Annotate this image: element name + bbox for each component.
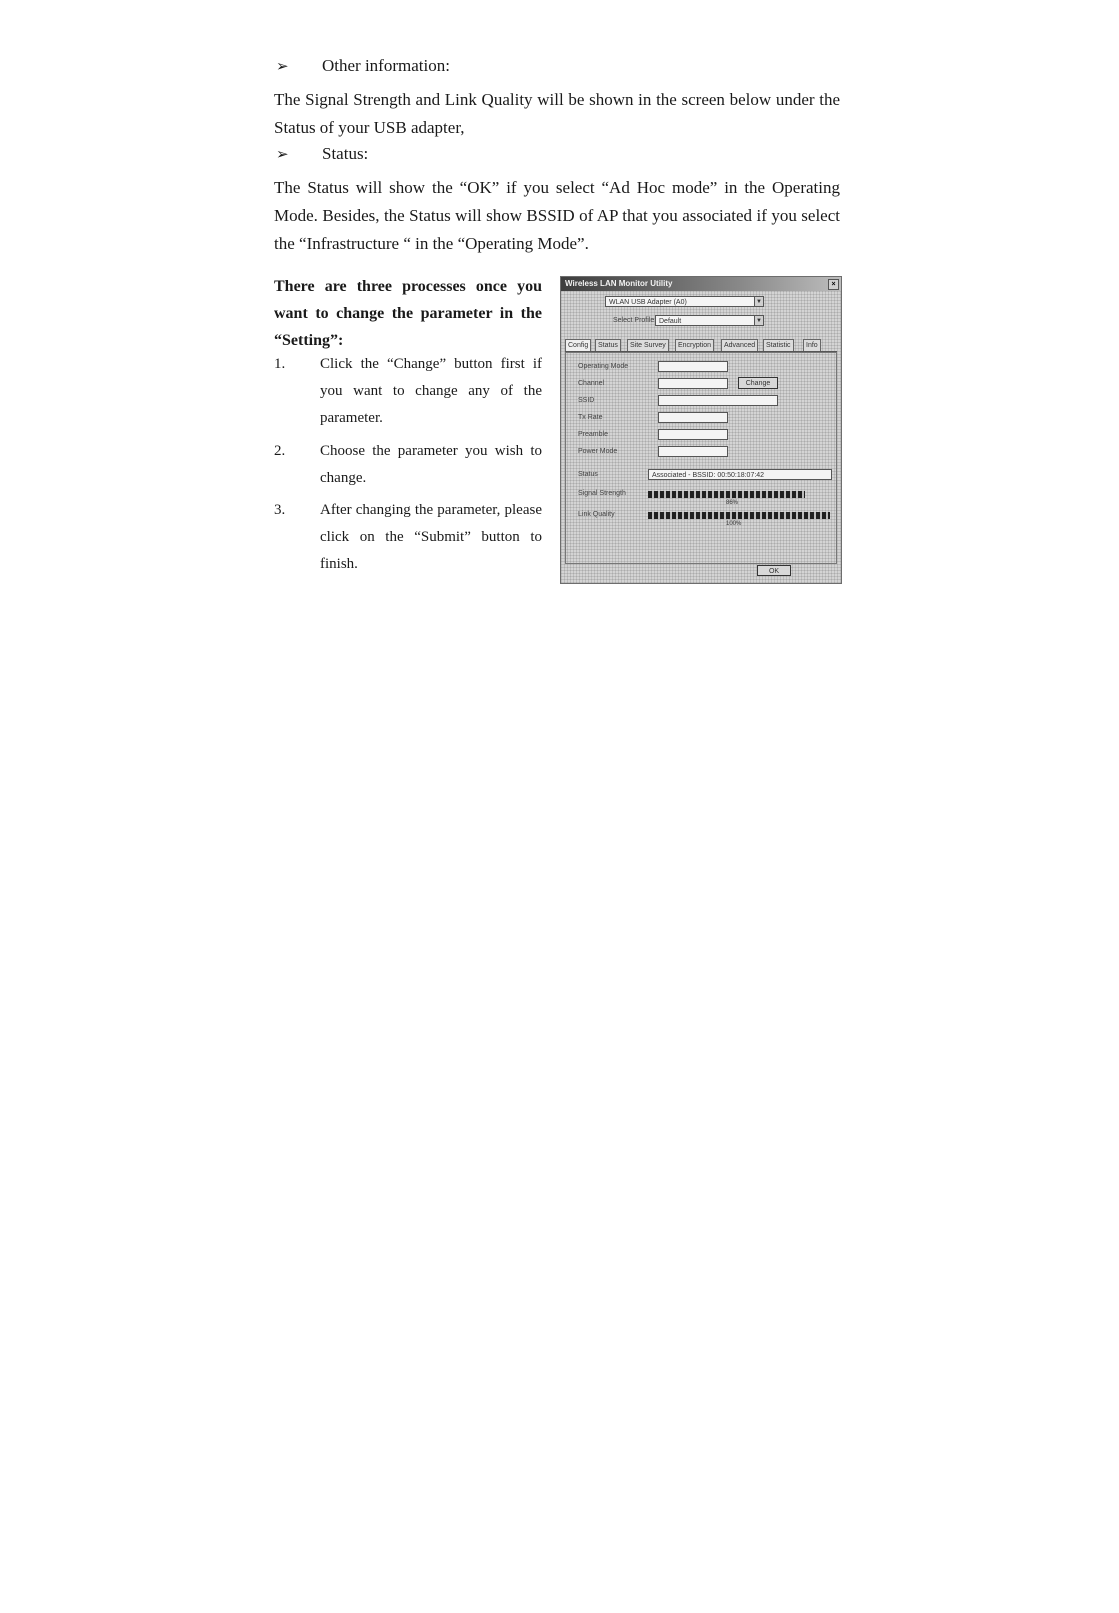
step-text: Choose the parameter you wish to change.: [320, 443, 542, 486]
monitor-utility-screenshot: [560, 276, 842, 584]
tab-status: Status: [595, 339, 621, 351]
tab-bar: [565, 339, 837, 352]
profile-select: Default: [655, 315, 755, 326]
other-info-heading-row: [276, 56, 450, 76]
power-mode-field: [658, 446, 728, 457]
tx-rate-field: [658, 412, 728, 423]
step-text: Click the “Change” button first if you want to change any of the parameter.: [320, 356, 542, 426]
close-icon: ×: [828, 279, 839, 290]
tab-site-survey: Site Survey: [627, 339, 669, 351]
signal-strength-percent: 86%: [726, 500, 739, 506]
link-quality-bar: [648, 512, 830, 519]
status-label: Status: [578, 471, 598, 478]
field-label: Power Mode: [578, 448, 618, 455]
step-number: 1.: [274, 356, 286, 372]
chevron-down-icon: ▼: [754, 296, 764, 307]
change-button: Change: [738, 377, 778, 389]
signal-strength-bar: [648, 491, 805, 498]
status-heading: Status:: [322, 144, 369, 163]
adapter-select: WLAN USB Adapter (A0): [605, 296, 755, 307]
tab-statistic: Statistic: [763, 339, 794, 351]
profile-label: Select Profile: [613, 317, 655, 324]
link-quality-percent: 100%: [726, 521, 742, 527]
process-heading: There are three processes once you want to change the parameter in the “Setting”:: [274, 278, 542, 349]
field-label: Tx Rate: [578, 414, 603, 421]
status-heading-row: [276, 144, 368, 164]
field-label: Operating Mode: [578, 363, 629, 370]
other-info-heading: Other information:: [322, 56, 450, 75]
tab-advanced: Advanced: [721, 339, 758, 351]
step-number: 3.: [274, 502, 286, 518]
step-number: 2.: [274, 443, 286, 459]
bullet-arrow-icon: ➢: [276, 59, 289, 75]
status-value: Associated - BSSID: 00:50:18:07:42: [648, 469, 832, 480]
channel-field: [658, 378, 728, 389]
other-info-paragraph: The Signal Strength and Link Quality will be shown in the screen below under the Status of your USB adapter,: [274, 90, 840, 137]
window-title: Wireless LAN Monitor Utility: [565, 279, 673, 288]
status-paragraph: The Status will show the “OK” if you select “Ad Hoc mode” in the Operating Mode. Besides, the Status will show BSSID of AP that you associated if you select the “Infrastructure “ in the “Operating Mode”.: [274, 178, 840, 253]
tab-config: Config: [565, 339, 591, 351]
chevron-down-icon: ▼: [754, 315, 764, 326]
step-text: After changing the parameter, please click on the “Submit” button to finish.: [320, 502, 542, 572]
window-titlebar: [561, 277, 841, 291]
signal-strength-label: Signal Strength: [578, 490, 626, 497]
preamble-field: [658, 429, 728, 440]
field-label: SSID: [578, 397, 595, 404]
bullet-arrow-icon: ➢: [276, 147, 289, 163]
ssid-field: [658, 395, 778, 406]
link-quality-label: Link Quality: [578, 511, 615, 518]
tab-encryption: Encryption: [675, 339, 714, 351]
config-panel: [565, 352, 837, 564]
operating-mode-field: [658, 361, 728, 372]
field-label: Channel: [578, 380, 605, 387]
ok-button: OK: [757, 565, 791, 576]
tab-info: Info: [803, 339, 821, 351]
field-label: Preamble: [578, 431, 608, 438]
